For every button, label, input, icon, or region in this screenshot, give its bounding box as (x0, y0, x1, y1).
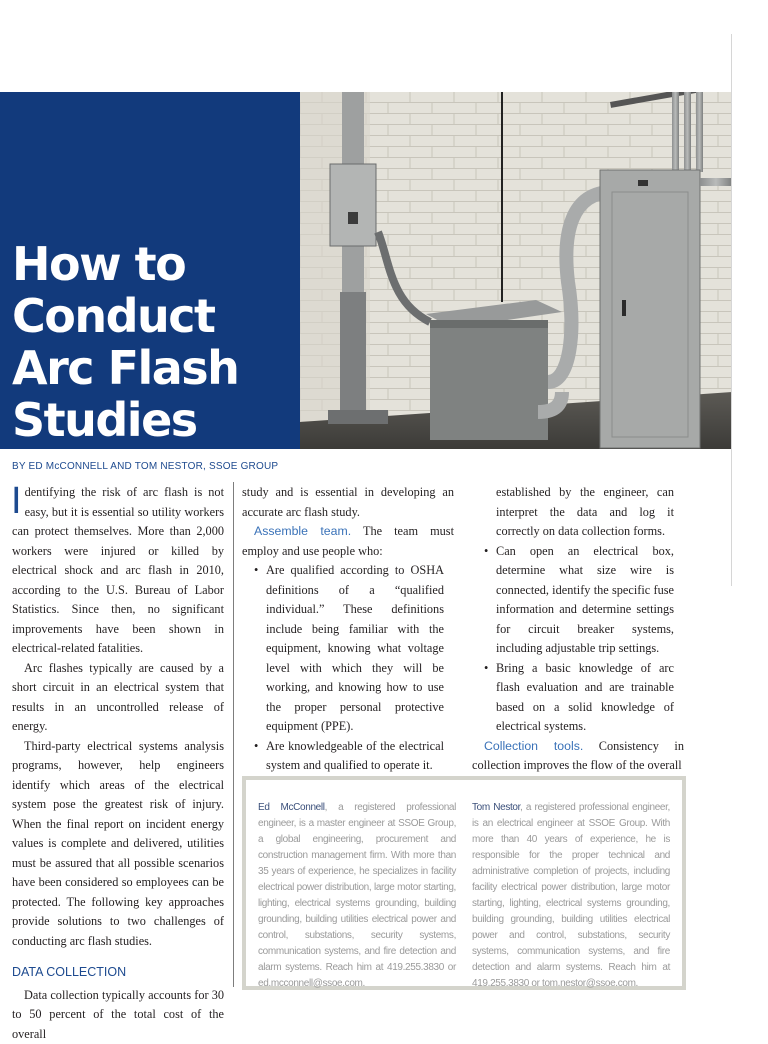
paragraph-text: The team must employ and use people who: (242, 524, 454, 558)
paragraph: Data collection typically accounts for 30 to 50 percent of the total cost of the overall (12, 986, 224, 1044)
paragraph: Arc flashes typically are caused by a short circuit in an electrical system that results in an uncontrolled release of energy. (12, 659, 224, 737)
title-line: How to (12, 238, 300, 290)
subhead-lead: Assemble team. (254, 524, 351, 538)
author-bio-box (242, 776, 686, 990)
subhead-lead: Collection tools. (484, 739, 583, 753)
author-bio-tom (472, 800, 670, 992)
bullet-list (472, 542, 684, 737)
paragraph: Third-party electrical systems analysis programs, however, help engineers identify which areas of the electrical system pose the greatest risk of injury. When the final report on incident energy values is complete and delivered, utilities must be assured that all possible scenarios have been considered so employees can be protected. The following key approaches provide solutions to two challenges of conducting arc flash studies. (12, 737, 224, 952)
column-2 (242, 483, 454, 795)
title-line: Conduct (12, 290, 300, 342)
column-3 (472, 483, 684, 776)
page-edge-rule (731, 34, 732, 586)
drop-cap: I (11, 486, 22, 516)
column-1 (12, 483, 224, 1044)
title-line: Arc Flash (12, 342, 300, 394)
paragraph-text: Consistency in collection improves the flow of the overall (472, 739, 684, 773)
author-bio-ed (258, 800, 456, 992)
author-bio-text: , a registered professional engineer, is a master engineer at SSOE Group, a global engineering, procurement and construction management firm. With more than 35 years of experience, he specializes in facility electrical power distribution, large motor starting, lighting, electrical systems grounding, building grounding, building utilities electrical power and control, substations, security systems, communication systems, and fire detection and alarm systems. Reach him at 419.255.3830 or ed.mcconnell@ssoe.com. (258, 802, 456, 989)
paragraph: study and is essential in developing an accurate arc flash study. (242, 483, 454, 522)
article-title (12, 238, 300, 446)
article-photo (300, 92, 732, 449)
column-divider (233, 482, 234, 987)
list-item: • Are knowledgeable of the electrical system and qualified to operate it. (242, 737, 454, 776)
byline: BY ED McCONNELL AND TOM NESTOR, SSOE GROUP (12, 461, 278, 472)
list-item: • Are qualified according to OSHA definitions of a “qualified individual.” These definitions include being familiar with the equipment, knowing what voltage level with which they will be working, and knowing how to use the proper personal protective equipment (PPE). (242, 561, 454, 737)
list-item-continuation: established by the engineer, can interpret the data and log it correctly on data collection forms. (472, 483, 684, 542)
photo-illustration (300, 92, 732, 449)
list-item: • Bring a basic knowledge of arc flash evaluation and are trainable based on a solid knowledge of electrical systems. (472, 659, 684, 737)
title-line: Studies (12, 394, 300, 446)
list-item: • Can open an electrical box, determine what size wire is connected, identify the specific fuse information and determine settings for circuit breaker systems, including adjustable trip settings. (472, 542, 684, 659)
author-bio-text: , a registered professional engineer, is an electrical engineer at SSOE Group. With more than 40 years of experience, he is responsible for the proper technical and administrative completion of projects, including facility electrical power distribution, large motor starting, lighting, electrical systems grounding, building grounding, building utilities electrical power and control, substations, security systems, communication systems, and fire detection and alarm systems. Reach him at 419.255.3830 or tom.nestor@ssoe.com. (472, 802, 670, 989)
intro-paragraph: dentifying the risk of arc flash is not easy, but it is essential so utility workers can protect themselves. More than 2,000 workers were injured or killed by electrical shock and arc flash in 2010, according to the U.S. Bureau of Labor Statistics. Since then, no significant improvements have been shown in electrical-related fatalities. (12, 485, 224, 655)
author-name: Ed McConnell (258, 802, 325, 813)
author-name: Tom Nestor (472, 802, 520, 813)
section-heading: DATA COLLECTION (12, 963, 224, 983)
title-block (0, 92, 300, 449)
bullet-list (242, 561, 454, 795)
